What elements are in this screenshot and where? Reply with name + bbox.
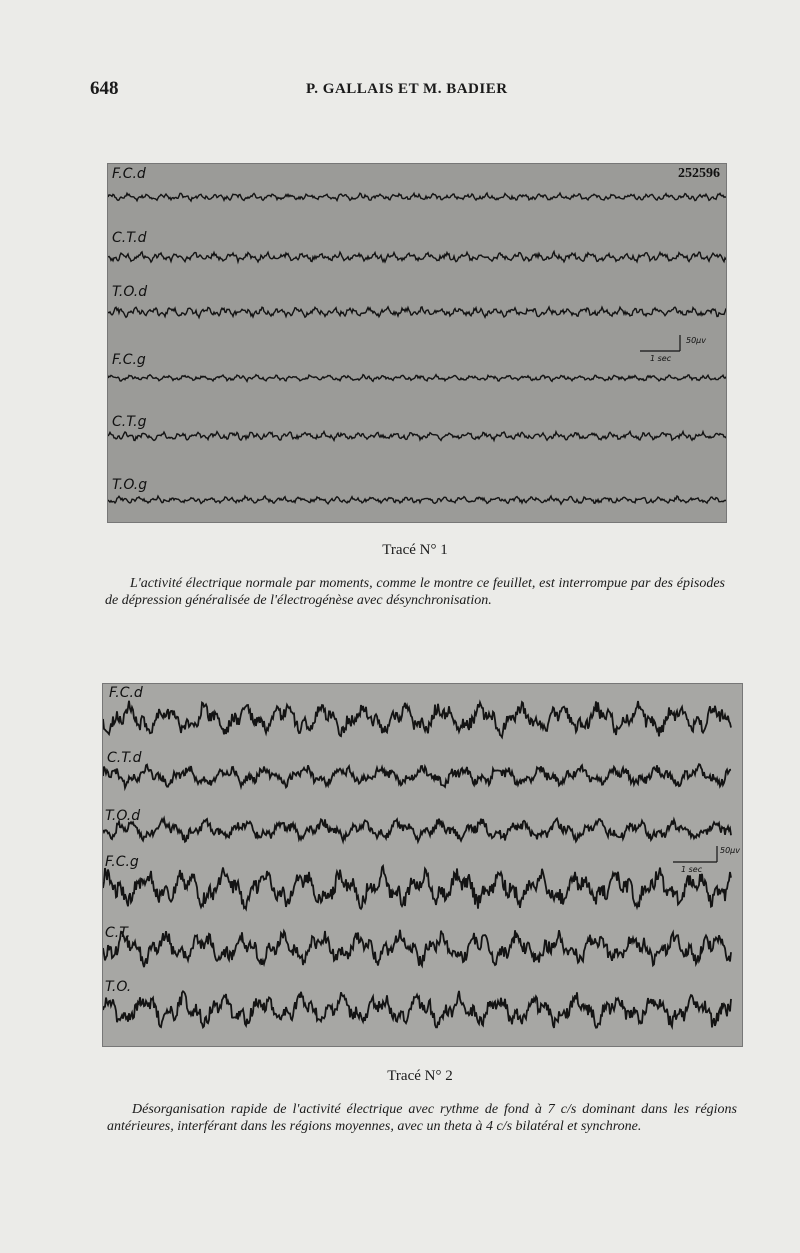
eeg-trace-line [108,252,726,263]
channel-label: F.C.d [112,166,146,182]
eeg-trace-line [103,991,731,1028]
eeg-trace-figure-2 [102,683,743,1047]
eeg-trace-line [103,819,731,842]
channel-label: C.T. [105,925,131,941]
eeg-trace-line [108,375,726,382]
channel-label: T.O.d [105,808,141,824]
channel-label: C.T.d [112,230,147,246]
eeg-trace-line [103,701,731,738]
recording-number: 252596 [678,166,720,181]
channel-label: F.C.g [112,352,146,368]
eeg-trace-line [103,930,731,967]
figure-1-caption: L'activité électrique normale par moments, comme le montre ce feuillet, est interrompue par des épisodes de dépression généralisée de l'électrogénèse avec désynchronisation. [105,576,725,608]
channel-label: T.O.g [112,477,148,493]
eeg-trace-line [108,307,726,318]
figure-2-caption: Désorganisation rapide de l'activité électrique avec rythme de fond à 7 c/s dominant dans les régions antérieures, interférant dans les régions moyennes, avec un theta à 4 c/s bilatéral et synchrone. [107,1102,737,1134]
calibration-mark [673,846,717,862]
page-number: 648 [90,78,119,99]
eeg-trace-line [108,193,726,201]
channel-label: F.C.d [109,685,143,701]
calibration-time: 1 sec [681,865,703,874]
eeg-traces-2 [103,684,742,1046]
running-head: P. GALLAIS ET M. BADIER [306,81,508,97]
figure-1-title: Tracé N° 1 [382,542,448,558]
calibration-amplitude: 50µv [720,846,741,855]
eeg-trace-line [103,764,731,788]
calibration-amplitude: 50µv [686,336,707,345]
channel-label: F.C.g [105,854,139,870]
channel-label: T.O.d [112,284,148,300]
calibration-time: 1 sec [650,354,672,363]
eeg-trace-figure-1 [107,163,727,523]
channel-label: C.T.d [107,750,142,766]
eeg-traces-1 [108,164,726,522]
figure-2-title: Tracé N° 2 [387,1068,453,1084]
channel-label: T.O. [105,979,132,995]
eeg-trace-line [108,432,726,441]
eeg-trace-line [103,866,731,909]
calibration-mark [640,335,680,351]
eeg-trace-line [108,496,726,504]
channel-label: C.T.g [112,414,147,430]
